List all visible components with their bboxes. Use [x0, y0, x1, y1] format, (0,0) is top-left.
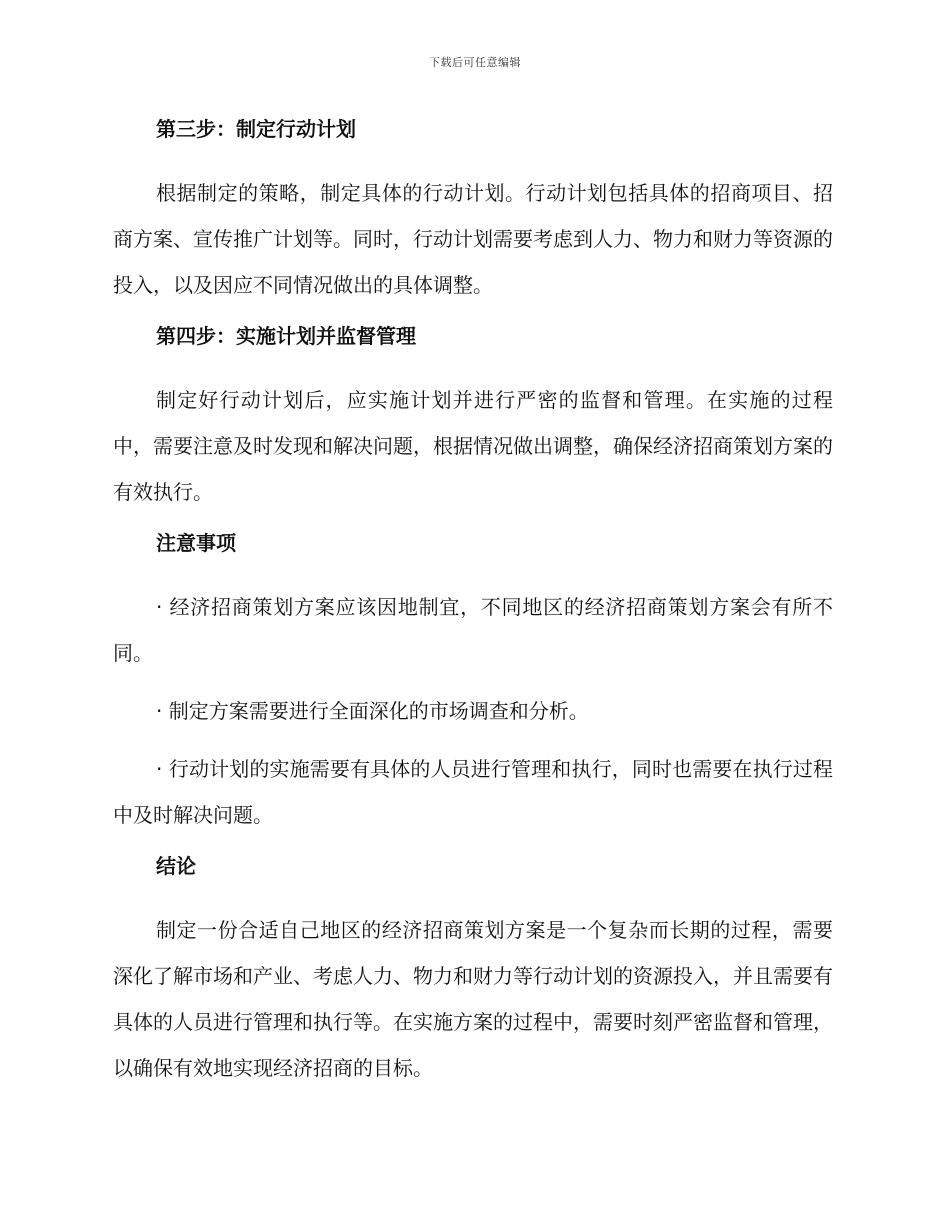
document-body: [113, 113, 833, 1103]
paragraph-conclusion: 制定一份合适自己地区的经济招商策划方案是一个复杂而长期的过程，需要深化了解市场和产业、考虑人力、物力和财力等行动计划的资源投入，并且需要有具体的人员进行管理和执行等。在实施方案的过程中，需要时刻严密监督和管理，以确保有效地实现经济招商的目标。: [113, 918, 833, 1080]
bullet-item: · 经济招商策划方案应该因地制宜，不同地区的经济招商策划方案会有所不同。: [113, 595, 833, 665]
page-header: 下载后可任意编辑: [429, 56, 521, 69]
section-heading-step-four: 第四步：实施计划并监督管理: [156, 324, 416, 348]
section-heading-step-three: 第三步：制定行动计划: [156, 117, 356, 141]
bullet-item: · 行动计划的实施需要有具体的人员进行管理和执行，同时也需要在执行过程中及时解决问题。: [113, 757, 833, 827]
section-heading-notes: 注意事项: [156, 531, 236, 555]
paragraph-step-three: 根据制定的策略，制定具体的行动计划。行动计划包括具体的招商项目、招商方案、宣传推广计划等。同时，行动计划需要考虑到人力、物力和财力等资源的投入，以及因应不同情况做出的具体调整。: [113, 181, 833, 297]
section-heading-conclusion: 结论: [156, 854, 196, 878]
bullet-item: · 制定方案需要进行全面深化的市场调查和分析。: [156, 699, 589, 723]
paragraph-step-four: 制定好行动计划后，应实施计划并进行严密的监督和管理。在实施的过程中，需要注意及时发现和解决问题，根据情况做出调整，确保经济招商策划方案的有效执行。: [113, 388, 833, 504]
